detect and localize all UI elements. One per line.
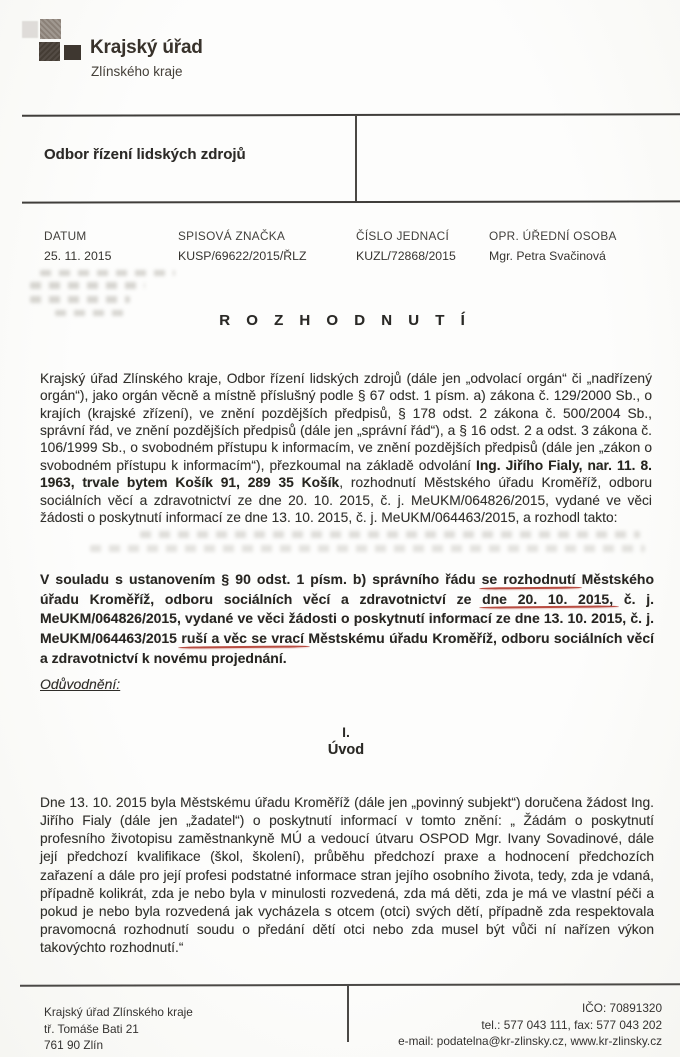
meta-label-case-number: ČÍSLO JEDNACÍ — [356, 229, 450, 243]
footer-address-line: Krajský úřad Zlínského kraje — [44, 1005, 193, 1019]
header-rule-bottom — [22, 200, 680, 203]
intro-paragraph — [40, 370, 652, 527]
logo-square-dark-right — [64, 45, 81, 60]
meta-label-file-ref: SPISOVÁ ZNAČKA — [178, 229, 286, 243]
section-number: I. — [342, 724, 350, 740]
footer-contact — [398, 1000, 662, 1050]
header-divider — [355, 115, 357, 202]
logo-square-gray — [40, 19, 61, 39]
verdict-text: Městskému úřadu Kroměříž, odboru sociálních věcí a zdravotnictví k novému projednání. — [40, 630, 655, 666]
logo-square-ghost — [22, 21, 38, 38]
org-region: Zlínského kraje — [91, 64, 183, 79]
logo-square-dark-left — [39, 42, 60, 61]
bleed-through-artifact — [30, 282, 145, 289]
meta-value-official: Mgr. Petra Svačinová — [489, 249, 606, 263]
footer-address — [44, 1004, 193, 1054]
org-name: Krajský úřad — [90, 37, 203, 58]
section-heading: Úvod — [327, 742, 365, 758]
header-rule-top — [22, 113, 680, 116]
bleed-through-artifact — [90, 545, 645, 552]
request-paragraph: Dne 13. 10. 2015 byla Městskému úřadu Kroměříž (dále jen „povinný subjekt“) doručena žádost Ing. Jiřího Fialy (dále jen „žadatel“) o poskytnutí informací v tomto znění: „ Žádám o poskytnutí profesního životopisu zaměstnankyně MÚ a vedoucí útvaru OSPOD Mgr. Ivany Sovadinové, dále její předchozí kvalifikace (škol, školení), průběhu předchozí praxe a hodnocení předchozích zařazení a dále pro její profesi podstatné informace stran jejího osobního života, tedy, zda je vdaná, případně kolikrát, zda je nebo byla v minulosti rozvedená, zda má děti, zda je má ve vlastní péči a pokud je nebo byla rozvedená jak vycházela s otcem (otci) svých dětí, případně zda respektovala pravomocná rozhodnutí soudu o předání dětí otci nebo zda musel být vůči ní nařízen výkon takovýchto rozhodnutí.“ — [40, 794, 654, 956]
verdict-text: č. j. MeUKM/064826/2015, vydané ve věci žádosti o poskytnutí informací ze dne 13. 10. 2015, č. j. MeUKM/064463/2015 — [40, 590, 654, 647]
footer-address-line: 761 90 Zlín — [44, 1038, 104, 1052]
meta-value-case-number: KUZL/72868/2015 — [356, 249, 456, 263]
footer-address-line: tř. Tomáše Bati 21 — [44, 1021, 139, 1036]
meta-value-date: 25. 11. 2015 — [44, 249, 112, 263]
verdict-text: Městského úřadu Kroměříž, odboru sociálních věcí a zdravotnictví ze — [40, 571, 655, 607]
bleed-through-artifact — [40, 270, 175, 276]
reasoning-heading: Odůvodnění: — [40, 676, 121, 692]
verdict-text: V souladu s ustanovením § 90 odst. 1 písm. b) správního řádu — [40, 571, 482, 587]
verdict-paragraph — [40, 570, 654, 669]
bleed-through-artifact — [140, 531, 640, 538]
red-underline-annotation: dne 20. 10. 2015, — [482, 590, 614, 607]
footer-contact-line: tel.: 577 043 111, fax: 577 043 202 — [481, 1017, 662, 1032]
department-title: Odbor řízení lidských zdrojů — [44, 146, 246, 163]
red-underline-annotation: ruší a věc se vrací — [181, 630, 305, 647]
footer-contact-line: e-mail: podatelna@kr-zlinsky.cz, www.kr-zlinsky.cz — [398, 1034, 662, 1048]
bleed-through-artifact — [30, 296, 130, 303]
meta-value-file-ref: KUSP/69622/2015/ŘLZ — [178, 249, 307, 263]
intro-text-after: , rozhodnutí Městského úřadu Kroměříž, odboru sociálních věcí a zdravotnictví ze dne 20. 10. 2015, č. j. MeUKM/064826/2015, vydané ve věci žádosti o poskytnutí informací ze dne 13. 10. 2015, č. j. MeUKM/064463/2015, a rozhodl takto: — [40, 475, 652, 526]
document-title: R O Z H O D N U T Í — [219, 312, 471, 329]
appellant-identity: Ing. Jiřího Fialy, nar. 11. 8. 1963, trvale bytem Košík 91, 289 35 Košík — [40, 457, 652, 491]
intro-text-before: Krajský úřad Zlínského kraje, Odbor řízení lidských zdrojů (dále jen „odvolací orgán“ či „nadřízený orgán“), jako orgán věcně a místně příslušný podle § 67 odst. 1 písm. a) zákona č. 129/2000 Sb., o krajích (krajské zřízení), ve znění pozdějších předpisů, § 178 odst. 2 zákona č. 500/2004 Sb., správní řád, ve znění pozdějších předpisů (dále jen „správní řád“), a § 16 odst. 2 a odst. 3 zákona č. 106/1999 Sb., o svobodném přístupu k informacím, ve znění pozdějších předpisů (dále jen „zákon o svobodném přístupu k informacím“), přezkoumal na základě odvolání — [40, 370, 652, 473]
footer-rule — [20, 983, 680, 986]
red-underline-annotation: se rozhodnutí — [481, 571, 576, 587]
meta-label-official: OPR. ÚŘEDNÍ OSOBA — [489, 229, 617, 243]
meta-label-date: DATUM — [44, 229, 87, 243]
footer-contact-line: IČO: 70891320 — [581, 1001, 662, 1015]
footer-divider — [347, 985, 349, 1042]
